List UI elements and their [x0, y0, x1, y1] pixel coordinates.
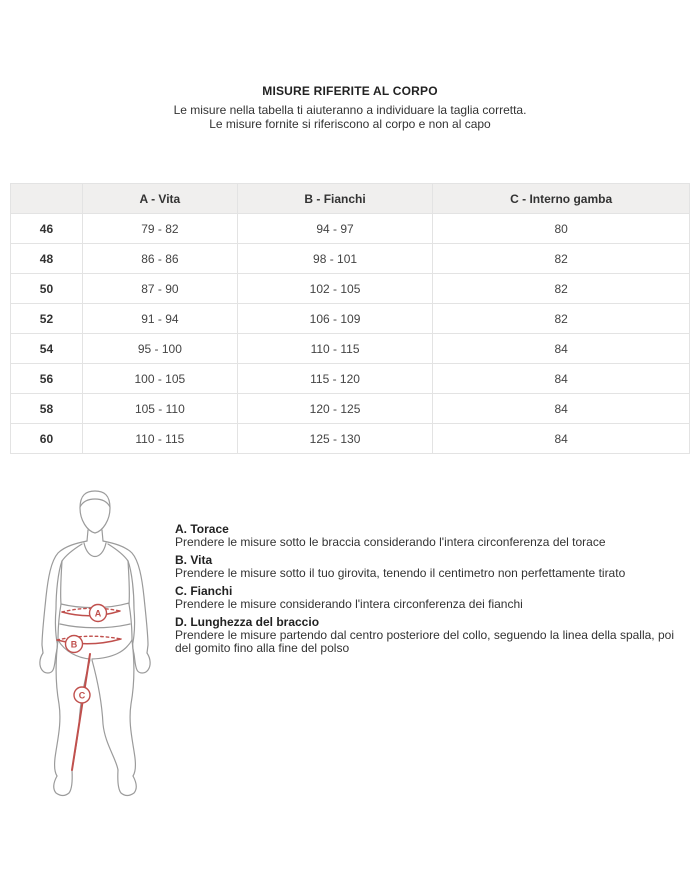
col-header-vita: A - Vita [82, 184, 237, 214]
size-value: 50 [11, 274, 83, 304]
interno-gamba-value: 84 [433, 334, 690, 364]
fianchi-value: 110 - 115 [237, 334, 433, 364]
fianchi-value: 120 - 125 [237, 394, 433, 424]
size-value: 60 [11, 424, 83, 454]
fianchi-value: 115 - 120 [237, 364, 433, 394]
vita-value: 100 - 105 [82, 364, 237, 394]
vita-value: 86 - 86 [82, 244, 237, 274]
interno-gamba-value: 84 [433, 424, 690, 454]
interno-gamba-value: 84 [433, 364, 690, 394]
male-body-diagram-icon [25, 482, 175, 812]
vita-value: 95 - 100 [82, 334, 237, 364]
size-table [10, 183, 690, 454]
interno-gamba-value: 84 [433, 394, 690, 424]
guide-description: Prendere le misure considerando l'intera circonferenza dei fianchi [175, 597, 523, 611]
table-row [11, 304, 690, 334]
guide-item-torace [175, 522, 693, 549]
guide-item-lunghezza-braccio [175, 615, 693, 655]
marker-c-label: C [78, 690, 86, 701]
table-row [11, 214, 690, 244]
table-row [11, 274, 690, 304]
marker-a-label: A [94, 608, 102, 619]
fianchi-value: 98 - 101 [237, 244, 433, 274]
guide-label: A. Torace [175, 522, 229, 536]
fianchi-value: 125 - 130 [237, 424, 433, 454]
vita-value: 105 - 110 [82, 394, 237, 424]
guide-description: Prendere le misure sotto le braccia considerando l'intera circonferenza del torace [175, 535, 606, 549]
table-row [11, 394, 690, 424]
size-table-container [10, 183, 690, 454]
col-header-fianchi: B - Fianchi [237, 184, 433, 214]
measurement-guide [175, 518, 693, 656]
guide-description: Prendere le misure partendo dal centro posteriore del collo, seguendo la linea della spalla, poi del gomito fino alla fine del polso [175, 628, 674, 655]
guide-label: B. Vita [175, 553, 213, 567]
guide-description: Prendere le misure sotto il tuo girovita, tenendo il centimetro non perfettamente tirato [175, 566, 626, 580]
table-row [11, 424, 690, 454]
col-header-size [11, 184, 83, 214]
size-value: 48 [11, 244, 83, 274]
interno-gamba-value: 82 [433, 244, 690, 274]
table-row [11, 364, 690, 394]
page-title: MISURE RIFERITE AL CORPO [262, 84, 438, 98]
body-measurement-figure [25, 482, 175, 812]
size-value: 52 [11, 304, 83, 334]
size-value: 46 [11, 214, 83, 244]
size-value: 54 [11, 334, 83, 364]
guide-label: C. Fianchi [175, 584, 233, 598]
marker-b-label: B [70, 639, 78, 650]
fianchi-value: 94 - 97 [237, 214, 433, 244]
subtitle-line-2: Le misure fornite si riferiscono al corpo e non al capo [209, 117, 491, 131]
fianchi-value: 102 - 105 [237, 274, 433, 304]
interno-gamba-value: 80 [433, 214, 690, 244]
vita-value: 110 - 115 [82, 424, 237, 454]
page-subtitle [0, 103, 700, 131]
col-header-interno-gamba: C - Interno gamba [433, 184, 690, 214]
vita-value: 91 - 94 [82, 304, 237, 334]
table-row [11, 244, 690, 274]
size-value: 58 [11, 394, 83, 424]
vita-value: 87 - 90 [82, 274, 237, 304]
size-guide-header [0, 84, 700, 131]
table-header-row [11, 184, 690, 214]
guide-item-vita [175, 553, 693, 580]
guide-label: D. Lunghezza del braccio [175, 615, 320, 629]
interno-gamba-value: 82 [433, 304, 690, 334]
vita-value: 79 - 82 [82, 214, 237, 244]
subtitle-line-1: Le misure nella tabella ti aiuteranno a individuare la taglia corretta. [173, 103, 527, 117]
interno-gamba-value: 82 [433, 274, 690, 304]
size-value: 56 [11, 364, 83, 394]
fianchi-value: 106 - 109 [237, 304, 433, 334]
table-row [11, 334, 690, 364]
guide-item-fianchi [175, 584, 693, 611]
